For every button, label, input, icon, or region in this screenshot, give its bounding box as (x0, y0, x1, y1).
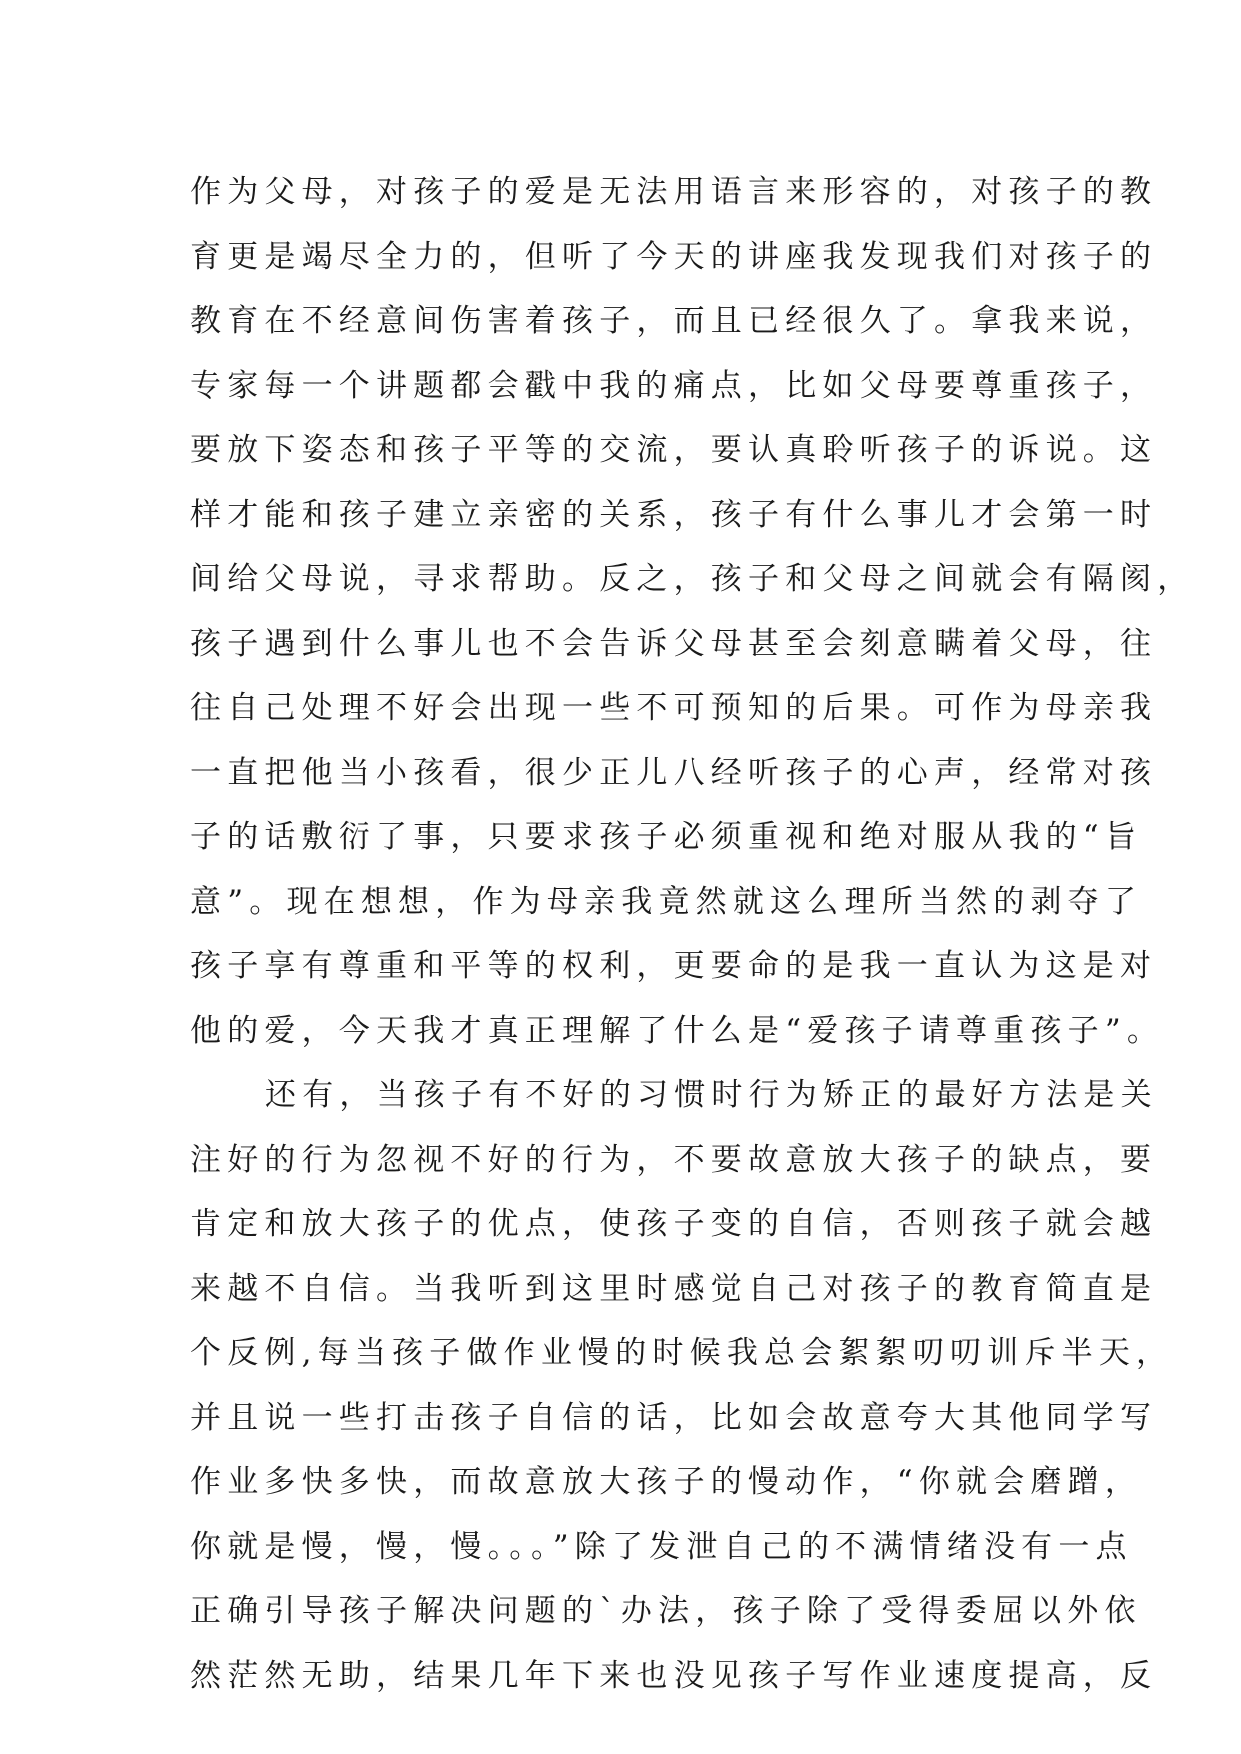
text-line: 注好的行为忽视不好的行为，不要故意放大孩子的缺点，要 (190, 1141, 1158, 1178)
text-line: 作业多快多快，而故意放大孩子的慢动作，“你就会磨蹭， (190, 1464, 1143, 1500)
text-line: 专家每一个讲题都会戳中我的痛点，比如父母要尊重孩子， (190, 367, 1158, 404)
text-line: 来越不自信。当我听到这里时感觉自己对孩子的教育简直是 (190, 1270, 1158, 1307)
paragraph-start-line: 还有，当孩子有不好的习惯时行为矫正的最好方法是关 (265, 1077, 1158, 1113)
text-line: 正确引导孩子解决问题的`办法，孩子除了受得委屈以外依 (190, 1593, 1142, 1629)
text-line: 个反例,每当孩子做作业慢的时候我总会絮絮叨叨训斥半天， (190, 1335, 1174, 1371)
text-line: 育更是竭尽全力的，但听了今天的讲座我发现我们对孩子的 (190, 238, 1158, 275)
text-line: 往自己处理不好会出现一些不可预知的后果。可作为母亲我 (190, 690, 1158, 726)
text-line: 孩子遇到什么事儿也不会告诉父母甚至会刻意瞒着父母，往 (190, 625, 1158, 662)
text-line: 你就是慢，慢，慢。。。”除了发泄自己的不满情绪没有一点 (190, 1528, 1133, 1565)
text-line: 间给父母说，寻求帮助。反之，孩子和父母之间就会有隔阂， (190, 561, 1195, 597)
text-line: 教育在不经意间伤害着孩子，而且已经很久了。拿我来说， (190, 303, 1158, 339)
text-line: 子的话敷衍了事，只要求孩子必须重视和绝对服从我的“旨 (190, 819, 1143, 855)
text-line: 并且说一些打击孩子自信的话，比如会故意夸大其他同学写 (190, 1399, 1158, 1436)
text-line: 肯定和放大孩子的优点，使孩子变的自信，否则孩子就会越 (190, 1206, 1158, 1242)
text-line: 他的爱，今天我才真正理解了什么是“爱孩子请尊重孩子”。 (190, 1012, 1165, 1049)
text-line: 样才能和孩子建立亲密的关系，孩子有什么事儿才会第一时 (190, 496, 1158, 533)
text-line: 作为父母，对孩子的爱是无法用语言来形容的，对孩子的教 (190, 174, 1158, 210)
body-text (190, 160, 1195, 1708)
text-line: 意”。现在想想，作为母亲我竟然就这么理所当然的剥夺了 (190, 883, 1143, 920)
text-line: 要放下姿态和孩子平等的交流，要认真聆听孩子的诉说。这 (190, 432, 1158, 468)
text-line: 一直把他当小孩看，很少正儿八经听孩子的心声，经常对孩 (190, 754, 1158, 791)
text-line: 然茫然无助，结果几年下来也没见孩子写作业速度提高，反 (190, 1657, 1158, 1694)
text-line: 孩子享有尊重和平等的权利，更要命的是我一直认为这是对 (190, 948, 1158, 984)
